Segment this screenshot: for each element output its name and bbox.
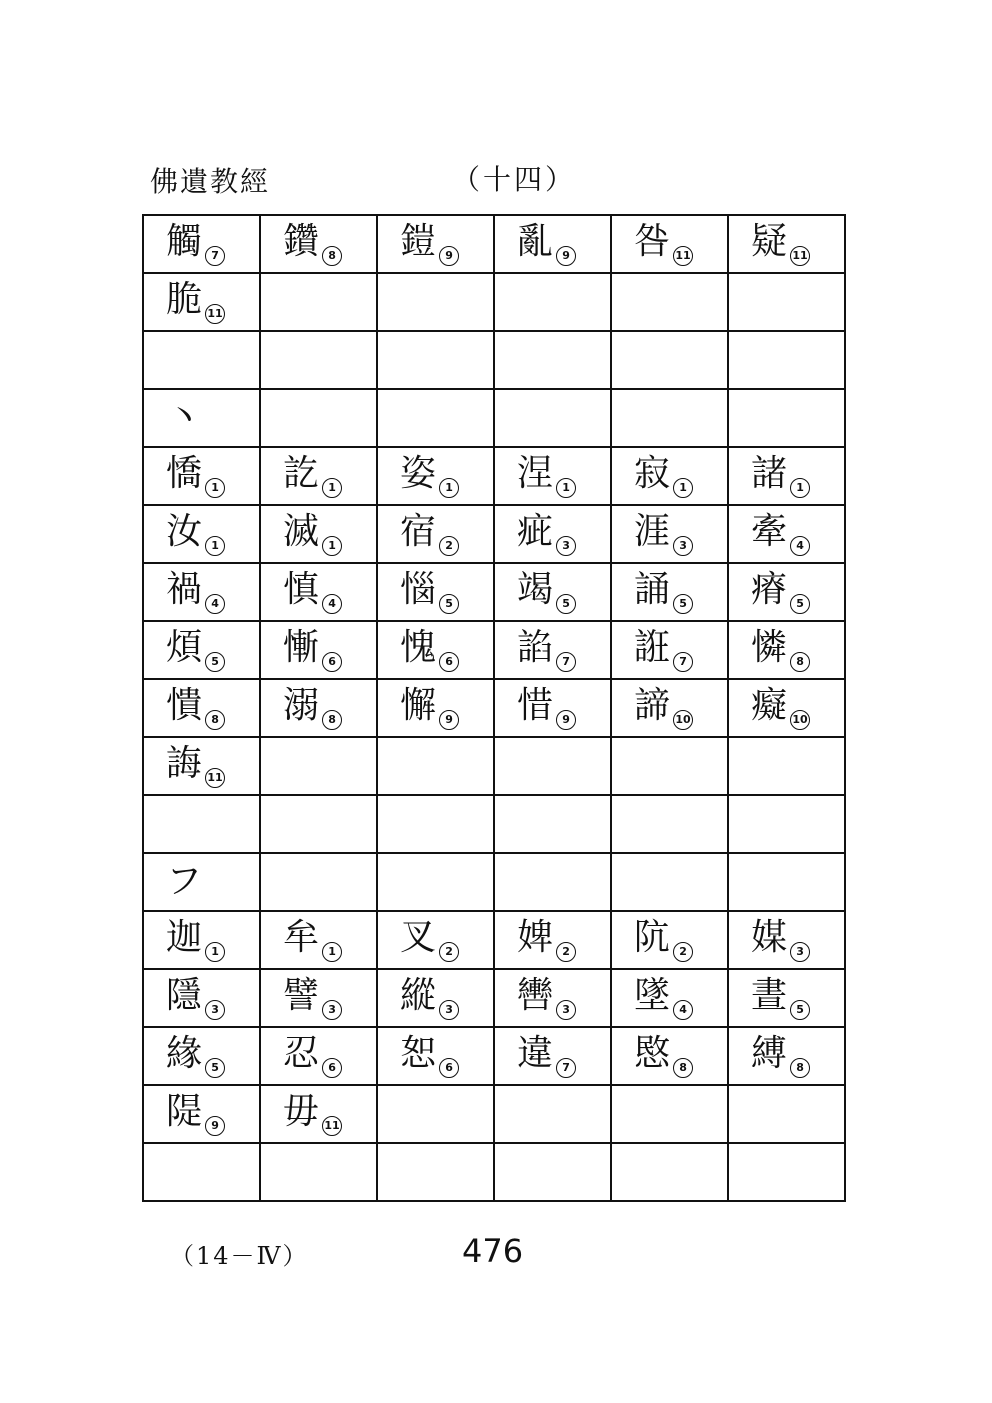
grid-cell (143, 331, 260, 389)
lesson-number-badge: 1 (322, 478, 342, 498)
character: 晝 (751, 975, 788, 1016)
section-label: （十四） (452, 163, 577, 196)
character: 慚 (283, 627, 320, 668)
lesson-number-badge: 4 (790, 536, 810, 556)
grid-cell (377, 911, 494, 969)
character: 疵 (517, 511, 554, 552)
lesson-number-badge: 9 (439, 710, 459, 730)
lesson-number-badge: 4 (673, 1000, 693, 1020)
grid-cell (728, 331, 845, 389)
grid-cell (377, 389, 494, 447)
grid-row (143, 679, 845, 737)
grid-cell (494, 795, 611, 853)
footer-code: （14－Ⅳ） (170, 1242, 309, 1270)
lesson-number-badge: 3 (556, 1000, 576, 1020)
grid-cell (377, 737, 494, 795)
grid-cell (377, 331, 494, 389)
grid-cell (260, 563, 377, 621)
lesson-number-badge: 1 (205, 478, 225, 498)
lesson-number-badge: 2 (556, 942, 576, 962)
grid-cell (494, 737, 611, 795)
lesson-number-badge: 6 (322, 652, 342, 672)
lesson-number-badge: 8 (205, 710, 225, 730)
character: 姿 (400, 453, 437, 494)
grid-cell (494, 389, 611, 447)
grid-cell (494, 273, 611, 331)
grid-cell (143, 911, 260, 969)
grid-cell (260, 911, 377, 969)
character: 恕 (400, 1033, 437, 1074)
character: 觸 (166, 221, 203, 262)
grid-cell (260, 969, 377, 1027)
grid-cell (494, 1085, 611, 1143)
lesson-number-badge: 1 (322, 536, 342, 556)
character: 諦 (634, 685, 671, 726)
grid-row (143, 389, 845, 447)
grid-cell (143, 389, 260, 447)
grid-cell (494, 969, 611, 1027)
grid-cell (494, 447, 611, 505)
grid-row (143, 331, 845, 389)
grid-cell (611, 563, 728, 621)
grid-cell (260, 273, 377, 331)
grid-cell (377, 1027, 494, 1085)
grid-cell (377, 505, 494, 563)
grid-cell (377, 273, 494, 331)
grid-cell (260, 215, 377, 273)
grid-cell (377, 795, 494, 853)
character: 涯 (634, 511, 671, 552)
lesson-number-badge: 3 (439, 1000, 459, 1020)
character: 惱 (400, 569, 437, 610)
lesson-number-badge: 3 (673, 536, 693, 556)
lesson-number-badge: 6 (439, 652, 459, 672)
lesson-number-badge: 8 (790, 652, 810, 672)
grid-cell (377, 1143, 494, 1201)
character: 脆 (166, 279, 203, 320)
character: 惜 (517, 685, 554, 726)
grid-cell (494, 853, 611, 911)
grid-cell (728, 1143, 845, 1201)
lesson-number-badge: 1 (439, 478, 459, 498)
grid-row (143, 1143, 845, 1201)
grid-cell (611, 273, 728, 331)
grid-cell (728, 447, 845, 505)
character: 溺 (283, 685, 320, 726)
grid-cell (143, 737, 260, 795)
character: 縱 (400, 975, 437, 1016)
character: 譬 (283, 975, 320, 1016)
grid-cell (611, 853, 728, 911)
lesson-number-badge: 2 (439, 942, 459, 962)
lesson-number-badge: 1 (205, 536, 225, 556)
grid-cell (377, 969, 494, 1027)
grid-cell (143, 505, 260, 563)
grid-cell (143, 1027, 260, 1085)
lesson-number-badge: 7 (556, 1058, 576, 1078)
grid-cell (260, 331, 377, 389)
character: 叉 (400, 917, 437, 958)
lesson-number-badge: 8 (790, 1058, 810, 1078)
grid-cell (143, 621, 260, 679)
grid-cell (728, 1027, 845, 1085)
character: 迦 (166, 917, 203, 958)
character: 隱 (166, 975, 203, 1016)
grid-cell (494, 1027, 611, 1085)
grid-cell (728, 1085, 845, 1143)
grid-row (143, 969, 845, 1027)
grid-cell (728, 621, 845, 679)
lesson-number-badge: 8 (322, 710, 342, 730)
grid-cell (728, 853, 845, 911)
character: 宿 (400, 511, 437, 552)
page-number: 476 (462, 1232, 524, 1270)
grid-cell (611, 447, 728, 505)
character: 懈 (400, 685, 437, 726)
grid-cell (728, 795, 845, 853)
lesson-number-badge: 3 (322, 1000, 342, 1020)
grid-cell (143, 215, 260, 273)
grid-cell (728, 911, 845, 969)
lesson-number-badge: 1 (556, 478, 576, 498)
grid-cell (611, 621, 728, 679)
character: 鑽 (283, 221, 320, 262)
character: 誦 (634, 569, 671, 610)
grid-cell (494, 911, 611, 969)
character: 愧 (400, 627, 437, 668)
character: 牽 (751, 511, 788, 552)
character: 癡 (751, 685, 788, 726)
grid-cell (377, 621, 494, 679)
grid-cell (260, 853, 377, 911)
lesson-number-badge: 11 (322, 1116, 342, 1136)
character: 亂 (517, 221, 554, 262)
grid-cell (494, 1143, 611, 1201)
grid-row (143, 1085, 845, 1143)
grid-cell (494, 679, 611, 737)
grid-cell (611, 389, 728, 447)
grid-cell (260, 795, 377, 853)
grid-cell (377, 215, 494, 273)
grid-row (143, 505, 845, 563)
character: 慎 (283, 569, 320, 610)
lesson-number-badge: 11 (790, 246, 810, 266)
grid-row (143, 1027, 845, 1085)
grid-cell (260, 447, 377, 505)
lesson-number-badge: 7 (673, 652, 693, 672)
grid-row (143, 273, 845, 331)
character: 汝 (166, 511, 203, 552)
lesson-number-badge: 5 (790, 1000, 810, 1020)
character: 憐 (751, 627, 788, 668)
lesson-number-badge: 11 (673, 246, 693, 266)
lesson-number-badge: 1 (790, 478, 810, 498)
grid-row (143, 563, 845, 621)
grid-cell (611, 795, 728, 853)
grid-cell (728, 389, 845, 447)
grid-cell (143, 1085, 260, 1143)
grid-cell (611, 331, 728, 389)
lesson-number-badge: 6 (439, 1058, 459, 1078)
grid-cell (143, 679, 260, 737)
grid-cell (611, 1085, 728, 1143)
grid-cell (143, 795, 260, 853)
grid-row (143, 911, 845, 969)
grid-cell (611, 911, 728, 969)
character: 違 (517, 1033, 554, 1074)
grid-cell (260, 1143, 377, 1201)
character: 墜 (634, 975, 671, 1016)
lesson-number-badge: 9 (556, 710, 576, 730)
grid-cell (260, 621, 377, 679)
character: 隄 (166, 1091, 203, 1132)
character: 訖 (283, 453, 320, 494)
lesson-number-badge: 3 (205, 1000, 225, 1020)
lesson-number-badge: 8 (322, 246, 342, 266)
grid-cell (143, 1143, 260, 1201)
grid-cell (377, 679, 494, 737)
lesson-number-badge: 2 (673, 942, 693, 962)
document-title: 佛遺教經 (150, 165, 271, 198)
character: 媒 (751, 917, 788, 958)
grid-cell (728, 679, 845, 737)
lesson-number-badge: 9 (556, 246, 576, 266)
grid-cell (494, 563, 611, 621)
grid-cell (377, 1085, 494, 1143)
grid-cell (728, 737, 845, 795)
lesson-number-badge: 11 (205, 768, 225, 788)
grid-cell (260, 389, 377, 447)
grid-cell (143, 273, 260, 331)
character: 禍 (166, 569, 203, 610)
character: 竭 (517, 569, 554, 610)
character: 諂 (517, 627, 554, 668)
grid-cell (728, 969, 845, 1027)
character: 緣 (166, 1033, 203, 1074)
grid-row (143, 447, 845, 505)
character: 鎧 (400, 221, 437, 262)
grid-cell (494, 215, 611, 273)
grid-cell (377, 447, 494, 505)
grid-cell (611, 1027, 728, 1085)
grid-cell (260, 1027, 377, 1085)
character: 縛 (751, 1033, 788, 1074)
lesson-number-badge: 4 (205, 594, 225, 614)
grid-cell (494, 331, 611, 389)
grid-cell (611, 969, 728, 1027)
lesson-number-badge: 8 (673, 1058, 693, 1078)
grid-cell (143, 969, 260, 1027)
grid-row (143, 737, 845, 795)
grid-row (143, 215, 845, 273)
grid-cell (143, 447, 260, 505)
grid-cell (611, 215, 728, 273)
character: 誑 (634, 627, 671, 668)
character-grid (142, 214, 846, 1202)
grid-cell (728, 273, 845, 331)
lesson-number-badge: 5 (790, 594, 810, 614)
character: 轡 (517, 975, 554, 1016)
grid-cell (611, 737, 728, 795)
grid-cell (728, 563, 845, 621)
lesson-number-badge: 3 (556, 536, 576, 556)
lesson-number-badge: 10 (790, 710, 810, 730)
lesson-number-badge: 5 (205, 1058, 225, 1078)
lesson-number-badge: 5 (439, 594, 459, 614)
lesson-number-badge: 7 (556, 652, 576, 672)
grid-cell (611, 1143, 728, 1201)
grid-cell (260, 737, 377, 795)
character: 寂 (634, 453, 671, 494)
character: 瘠 (751, 569, 788, 610)
character: 疑 (751, 221, 788, 262)
lesson-number-badge: 9 (439, 246, 459, 266)
character: 忍 (283, 1033, 320, 1074)
lesson-number-badge: 3 (790, 942, 810, 962)
grid-cell (377, 563, 494, 621)
grid-cell (494, 621, 611, 679)
lesson-number-badge: 6 (322, 1058, 342, 1078)
character: 婢 (517, 917, 554, 958)
grid-cell (611, 505, 728, 563)
character: 丶 (166, 397, 203, 438)
character: 滅 (283, 511, 320, 552)
lesson-number-badge: 11 (205, 304, 225, 324)
character: 諸 (751, 453, 788, 494)
character: 毋 (283, 1091, 320, 1132)
grid-cell (377, 853, 494, 911)
grid-cell (143, 853, 260, 911)
grid-cell (260, 1085, 377, 1143)
lesson-number-badge: 4 (322, 594, 342, 614)
lesson-number-badge: 5 (205, 652, 225, 672)
lesson-number-badge: 5 (673, 594, 693, 614)
character: 涅 (517, 453, 554, 494)
lesson-number-badge: 10 (673, 710, 693, 730)
character: フ (166, 861, 203, 902)
grid-row (143, 795, 845, 853)
lesson-number-badge: 2 (439, 536, 459, 556)
grid-row (143, 621, 845, 679)
grid-cell (611, 679, 728, 737)
lesson-number-badge: 1 (205, 942, 225, 962)
character: 憍 (166, 453, 203, 494)
grid-cell (728, 215, 845, 273)
grid-cell (260, 679, 377, 737)
lesson-number-badge: 9 (205, 1116, 225, 1136)
character: 愍 (634, 1033, 671, 1074)
grid-cell (260, 505, 377, 563)
lesson-number-badge: 1 (673, 478, 693, 498)
grid-cell (494, 505, 611, 563)
lesson-number-badge: 7 (205, 246, 225, 266)
lesson-number-badge: 5 (556, 594, 576, 614)
character: 牟 (283, 917, 320, 958)
grid-cell (143, 563, 260, 621)
grid-row (143, 853, 845, 911)
character: 憒 (166, 685, 203, 726)
character: 咎 (634, 221, 671, 262)
lesson-number-badge: 1 (322, 942, 342, 962)
character: 煩 (166, 627, 203, 668)
grid-cell (728, 505, 845, 563)
character: 阬 (634, 917, 671, 958)
character: 誨 (166, 743, 203, 784)
